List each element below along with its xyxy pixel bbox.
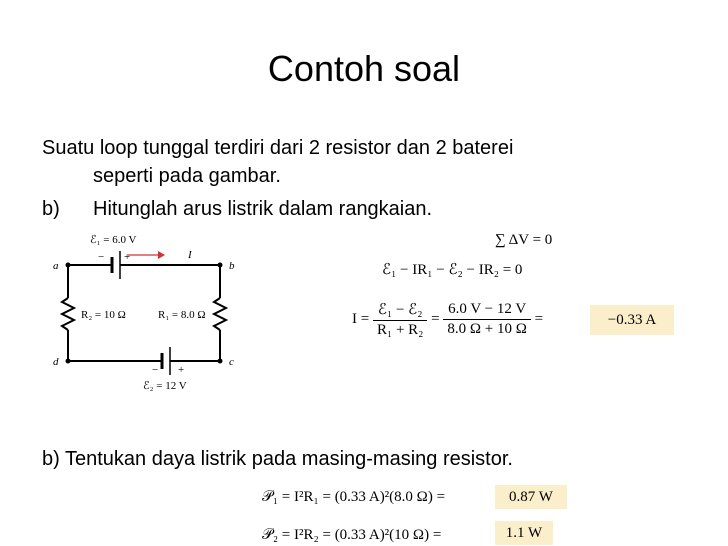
node-b-label: b xyxy=(229,260,235,272)
node-c-dot xyxy=(218,359,223,364)
node-a-label: a xyxy=(53,260,59,272)
current-label: I xyxy=(188,249,192,261)
equation-sum-dv: ∑ ΔV = 0 xyxy=(495,232,553,248)
intro-line-1: Suatu loop tunggal terdiri dari 2 resistor dan 2 baterei xyxy=(42,137,514,159)
circuit-diagram xyxy=(48,228,248,398)
fraction-numeric-denominator: 8.0 Ω + 10 Ω xyxy=(447,321,527,337)
emf1-label: ℰ₁ = 6.0 V xyxy=(90,234,137,246)
r2-label: R₂ = 10 Ω xyxy=(81,309,126,321)
slide-title: Contoh soal xyxy=(267,48,461,89)
node-a-dot xyxy=(66,263,71,268)
resistor-r2 xyxy=(62,298,74,330)
current-lhs: I = xyxy=(352,310,370,327)
power-equation-2: 𝒫₂ = I²R₂ = (0.33 A)²(10 Ω) = xyxy=(262,527,442,543)
question-b1-label: b) xyxy=(42,198,60,220)
intro-line-2: seperti pada gambar. xyxy=(93,165,281,187)
battery2-plus-sign: + xyxy=(178,364,185,376)
current-result-box: −0.33 A xyxy=(590,305,674,335)
equals-sign-1: = xyxy=(431,310,440,327)
r1-label: R₁ = 8.0 Ω xyxy=(158,309,206,321)
fraction-symbolic-numerator: ℰ₁ − ℰ₂ xyxy=(373,300,427,321)
power-1-result-box: 0.87 W xyxy=(495,485,567,509)
power-equation-1: 𝒫₁ = I²R₁ = (0.33 A)²(8.0 Ω) = xyxy=(262,489,446,505)
question-b1-text: Hitunglah arus listrik dalam rangkaian. xyxy=(93,198,433,220)
emf2-label: ℰ₂ = 12 V xyxy=(143,380,187,392)
intro-paragraph xyxy=(42,134,513,190)
resistor-r1 xyxy=(214,298,226,330)
current-arrow xyxy=(128,251,165,259)
battery2-minus-sign: − xyxy=(152,364,159,376)
equals-sign-2: = xyxy=(534,310,544,327)
node-b-dot xyxy=(218,263,223,268)
question-b2: b) Tentukan daya listrik pada masing-masing resistor. xyxy=(42,448,513,470)
question-b1 xyxy=(42,198,432,221)
node-c-label: c xyxy=(229,356,234,368)
fraction-symbolic xyxy=(373,300,427,339)
battery1-minus-sign: − xyxy=(98,251,105,263)
node-d-label: d xyxy=(53,356,59,368)
fraction-symbolic-denominator: R₁ + R₂ xyxy=(376,322,424,338)
fraction-numeric-numerator: 6.0 V − 12 V xyxy=(443,301,531,320)
equation-current xyxy=(352,300,543,339)
power-2-result-box: 1.1 W xyxy=(495,521,553,545)
node-d-dot xyxy=(66,359,71,364)
fraction-numeric xyxy=(443,301,531,338)
battery1-plus-sign: + xyxy=(124,251,131,263)
equation-loop: ℰ₁ − IR₁ − ℰ₂ − IR₂ = 0 xyxy=(382,262,523,278)
